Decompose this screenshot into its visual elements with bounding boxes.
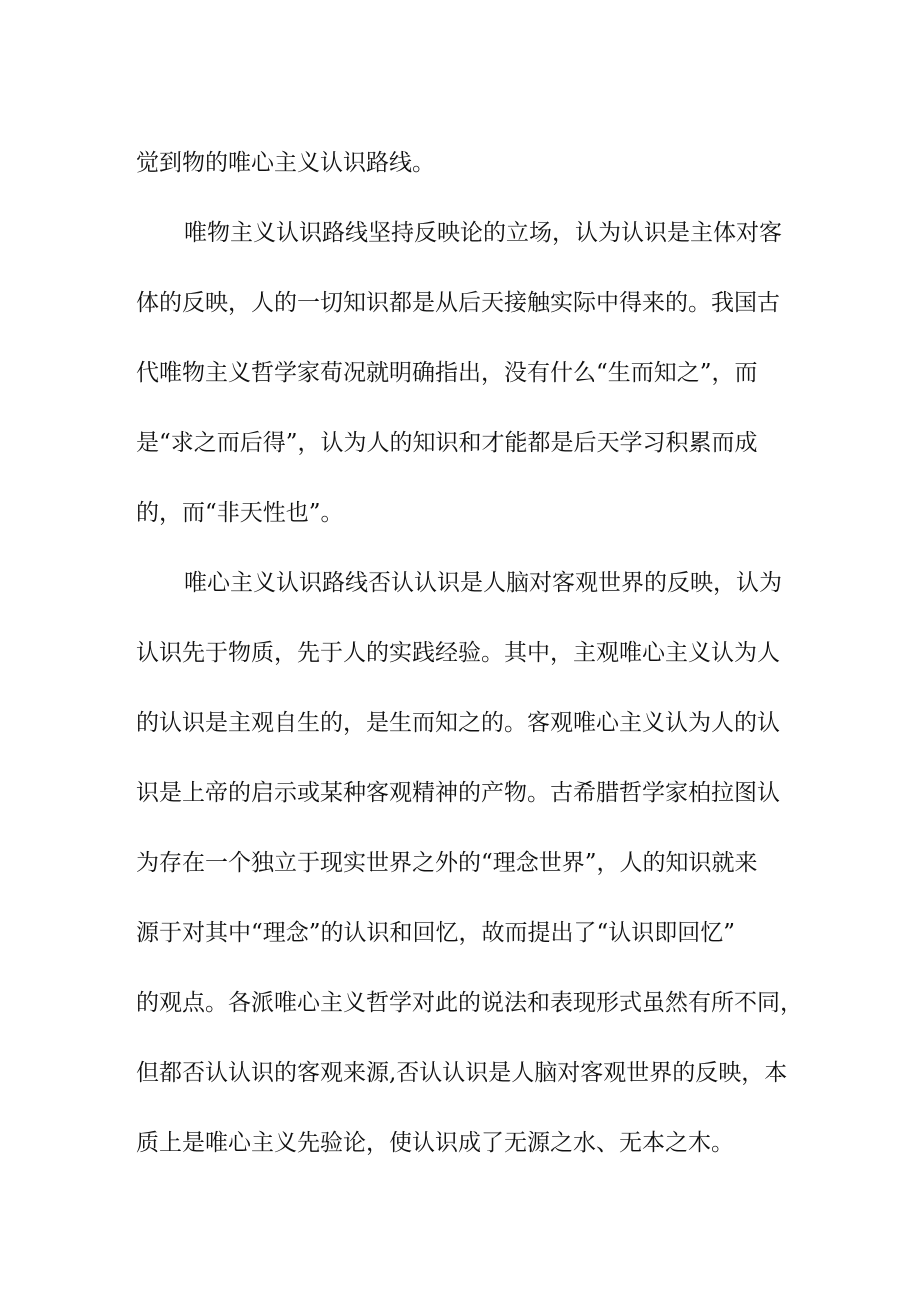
text-line: 的观点。各派唯心主义哲学对此的说法和表现形式虽然有所不同，	[136, 990, 803, 1016]
text-line: 为存在一个独立于现实世界之外的“理念世界”，人的知识就来	[136, 850, 758, 876]
text-line: 的认识是主观自生的，是生而知之的。客观唯心主义认为人的认	[136, 710, 780, 736]
text-line: 代唯物主义哲学家荀况就明确指出，没有什么“生而知之”，而	[136, 360, 758, 386]
text-line: 觉到物的唯心主义认识路线。	[136, 150, 435, 176]
text-line: 的，而“非天性也”。	[136, 500, 344, 526]
text-line: 源于对其中“理念”的认识和回忆，故而提出了“认识即回忆”	[136, 920, 736, 946]
paragraph-first-line: 唯心主义认识路线否认认识是人脑对客观世界的反映，认为	[184, 570, 782, 596]
text-line: 但都否认认识的客观来源,否认认识是人脑对客观世界的反映，本	[136, 1060, 788, 1086]
text-line: 是“求之而后得”，认为人的知识和才能都是后天学习积累而成	[136, 430, 758, 456]
text-line: 识是上帝的启示或某种客观精神的产物。古希腊哲学家柏拉图认	[136, 780, 780, 806]
paragraph-first-line: 唯物主义认识路线坚持反映论的立场，认为认识是主体对客	[184, 220, 782, 246]
text-line: 认识先于物质，先于人的实践经验。其中，主观唯心主义认为人	[136, 640, 780, 666]
text-line: 质上是唯心主义先验论，使认识成了无源之水、无本之木。	[136, 1130, 734, 1156]
text-line: 体的反映，人的一切知识都是从后天接触实际中得来的。我国古	[136, 290, 780, 316]
